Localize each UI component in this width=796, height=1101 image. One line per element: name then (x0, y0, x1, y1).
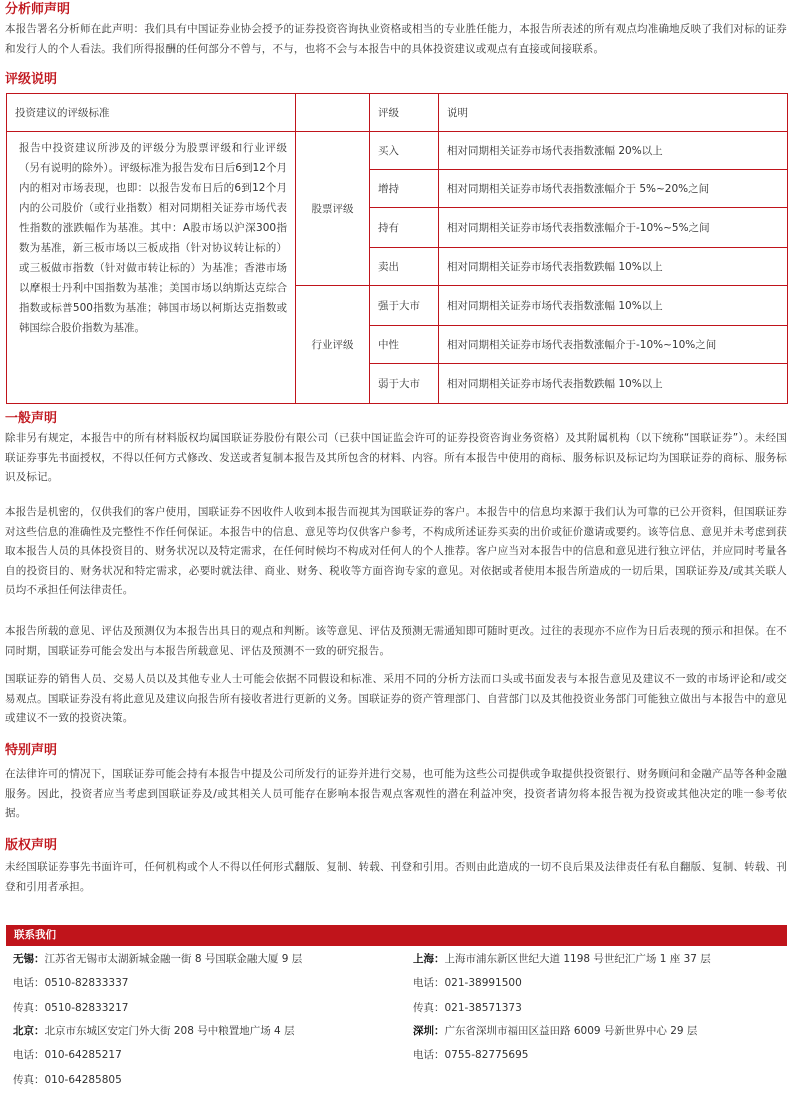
rating-heading: 评级说明 (5, 72, 58, 87)
rating-desc: 相对同期相关证券市场代表指数涨幅介于-10%~5%之间 (439, 208, 788, 248)
office-city: 无锡： (13, 953, 45, 965)
rating-desc: 相对同期相关证券市场代表指数涨幅 20%以上 (439, 132, 788, 170)
general-paragraph-3: 本报告所载的意见、评估及预测仅为本报告出具日的观点和判断。该等意见、评估及预测无需通知即可随时更改。过往的表现亦不应作为日后表现的预示和担保。在不同时期，国联证券可能会发出与本报告所载意见、评估及预测不一致的研究报告。 (5, 625, 787, 657)
contact-beijing (13, 1024, 295, 1038)
office-tel: 电话：0755-82775695 (413, 1049, 529, 1061)
rating-standard-text: 报告中投资建议所涉及的评级分为股票评级和行业评级（另有说明的除外）。评级标准为报告发布日后6到12个月内的相对市场表现，也即：以报告发布日后的6到12个月内的公司股价（或行业指数）相对同期相关证券市场代表性指数的涨跌幅作为基准。其中：A股市场以沪深300指数为基准，新三板市场以三板成指（针对协议转让标的）或三板做市指数（针对做市转让标的）为基准；香港市场以摩根士丹利中国指数为基准；美国市场以纳斯达克综合指数或标普500指数为基准；韩国市场以柯斯达克指数或韩国综合股价指数为基准。 (7, 132, 296, 404)
industry-rating-label: 行业评级 (296, 286, 370, 404)
rating-desc: 相对同期相关证券市场代表指数跌幅 10%以上 (439, 248, 788, 286)
office-city: 深圳： (413, 1025, 445, 1037)
rating-name: 强于大市 (370, 286, 439, 326)
rating-desc: 相对同期相关证券市场代表指数跌幅 10%以上 (439, 364, 788, 404)
analyst-statement-heading: 分析师声明 (5, 2, 71, 17)
office-address: 上海市浦东新区世纪大道 1198 号世纪汇广场 1 座 37 层 (444, 953, 711, 965)
office-city: 上海： (413, 953, 445, 965)
office-fax: 传真：021-38571373 (413, 1002, 522, 1014)
contact-us-bar: 联系我们 (6, 925, 787, 946)
general-paragraph-2: 本报告是机密的，仅供我们的客户使用，国联证券不因收件人收到本报告而视其为国联证券的客户。本报告中的信息均来源于我们认为可靠的已公开资料，但国联证券对这些信息的准确性及完整性不作任何保证。本报告中的信息、意见等均仅供客户参考，不构成所述证券买卖的出价或征价邀请或要约。该等信息、意见并未考虑到获取本报告人员的具体投资目的、财务状况以及特定需求，在任何时候均不构成对任何人的个人推荐。客户应当对本报告中的信息和意见进行独立评估，并应同时考量各自的投资目的、财务状况和特定需求，必要时就法律、商业、财务、税收等方面咨询专家的意见。对依据或者使用本报告所造成的一切后果，国联证券及/或其关联人员均不承担任何法律责任。 (5, 506, 787, 596)
copyright-text: 未经国联证券事先书面许可，任何机构或个人不得以任何形式翻版、复制、转载、刊登和引用。否则由此造成的一切不良后果及法律责任有私自翻版、复制、转载、刊登和引用者承担。 (5, 861, 787, 893)
office-city: 北京： (13, 1025, 45, 1037)
header-rating: 评级 (370, 94, 439, 132)
office-fax: 传真：010-64285805 (13, 1074, 122, 1086)
rating-name: 中性 (370, 326, 439, 364)
office-tel: 电话：0510-82833337 (13, 977, 129, 989)
general-paragraph-4: 国联证券的销售人员、交易人员以及其他专业人士可能会依据不同假设和标准、采用不同的分析方法而口头或书面发表与本报告意见及建议不一致的市场评论和/或交易观点。国联证券没有将此意见及建议向报告所有接收者进行更新的义务。国联证券的资产管理部门、自营部门以及其他投资业务部门可能独立做出与本报告中的意见或建议不一致的投资决策。 (5, 673, 787, 724)
contact-shenzhen (413, 1024, 697, 1038)
rating-name: 持有 (370, 208, 439, 248)
header-desc: 说明 (439, 94, 788, 132)
special-text: 在法律许可的情况下，国联证券可能会持有本报告中提及公司所发行的证券并进行交易，也可能为这些公司提供或争取提供投资银行、财务顾问和金融产品等各种金融服务。因此，投资者应当考虑到国联证券及/或其相关人员可能存在影响本报告观点客观性的潜在利益冲突，投资者请勿将本报告视为投资或其他决定的唯一参考依据。 (5, 768, 787, 819)
rating-row (7, 132, 788, 170)
office-tel: 电话：010-64285217 (13, 1049, 122, 1061)
rating-name: 弱于大市 (370, 364, 439, 404)
general-paragraph-1: 除非另有规定，本报告中的所有材料版权均属国联证券股份有限公司（已获中国证监会许可的证券投资咨询业务资格）及其附属机构（以下统称“国联证券”）。未经国联证券事先书面授权，不得以任何方式修改、发送或者复制本报告及其所包含的材料、内容。所有本报告中使用的商标、服务标识及标记均为国联证券的商标、服务标识及标记。 (5, 432, 787, 483)
rating-name: 增持 (370, 170, 439, 208)
header-empty (296, 94, 370, 132)
general-heading: 一般声明 (5, 411, 58, 426)
rating-name: 买入 (370, 132, 439, 170)
rating-desc: 相对同期相关证券市场代表指数涨幅介于-10%~10%之间 (439, 326, 788, 364)
office-address: 广东省深圳市福田区益田路 6009 号新世界中心 29 层 (444, 1025, 698, 1037)
office-address: 北京市东城区安定门外大街 208 号中粮置地广场 4 层 (44, 1025, 295, 1037)
contact-wuxi (13, 952, 302, 966)
special-heading: 特别声明 (5, 743, 58, 758)
office-address: 江苏省无锡市太湖新城金融一街 8 号国联金融大厦 9 层 (44, 953, 303, 965)
copyright-heading: 版权声明 (5, 838, 58, 853)
analyst-statement-text: 本报告署名分析师在此声明：我们具有中国证券业协会授予的证券投资咨询执业资格或相当的专业胜任能力，本报告所表述的所有观点均准确地反映了我们对标的证券和发行人的个人看法。我们所得报酬的任何部分不曾与，不与，也将不会与本报告中的具体投资建议或观点有直接或间接联系。 (5, 23, 787, 55)
stock-rating-label: 股票评级 (296, 132, 370, 286)
contact-shanghai (413, 952, 711, 966)
rating-table-header (7, 94, 788, 132)
office-tel: 电话：021-38991500 (413, 977, 522, 989)
rating-desc: 相对同期相关证券市场代表指数涨幅介于 5%~20%之间 (439, 170, 788, 208)
rating-desc: 相对同期相关证券市场代表指数涨幅 10%以上 (439, 286, 788, 326)
office-fax: 传真：0510-82833217 (13, 1002, 129, 1014)
rating-table (6, 93, 788, 404)
header-standard: 投资建议的评级标准 (7, 94, 296, 132)
rating-name: 卖出 (370, 248, 439, 286)
